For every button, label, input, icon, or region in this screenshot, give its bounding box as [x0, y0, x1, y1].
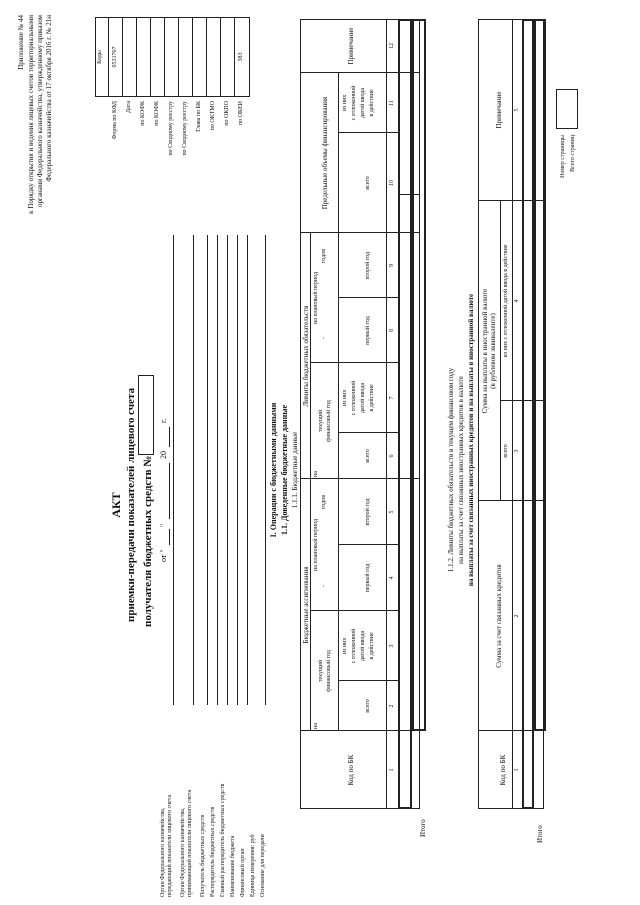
form-field-label: Основание для передачи — [260, 834, 266, 897]
codes-row-line — [108, 17, 109, 97]
section-sub112b: на выплаты за счет связанных иностранных кредитов в валюте — [457, 376, 465, 564]
form-field-line[interactable] — [227, 235, 228, 705]
codes-row-line — [178, 17, 179, 97]
table-1-column-number: 2 — [389, 704, 395, 708]
table-1-column-number: 11 — [389, 100, 395, 106]
section-title: I. Операции с бюджетными данными — [269, 402, 278, 538]
page-number-label: Номер страницы — [560, 135, 566, 178]
section-sub112c: на выплаты за счет связанных иностранных кредитов и на выплаты в иностранной валюте — [467, 293, 475, 587]
form-field-label: Финансовый орган — [240, 848, 246, 897]
appendix-line-2: к Порядку открытия и ведения лицевых счетов территориальными — [27, 15, 35, 214]
table-2-column-number: 3 — [514, 449, 520, 453]
codes-box — [95, 17, 250, 97]
t1-pof-otl2: датой ввода — [360, 88, 366, 118]
t1-lbo-otl2: датой ввода — [360, 383, 366, 413]
form-field-line[interactable] — [193, 235, 194, 705]
t1-ba-dash: - — [321, 585, 327, 587]
t1-pof-vsego: всего — [365, 176, 371, 190]
t1-lbo-otl3: в действие — [369, 384, 375, 412]
table-1-column-number: 7 — [389, 396, 395, 400]
date-quote: " — [159, 523, 168, 527]
t1-lbo-fin: финансовый год — [326, 400, 332, 442]
table-2-column-number: 2 — [514, 614, 520, 618]
table-1-hline — [386, 19, 387, 809]
codes-row-line — [234, 17, 235, 97]
t2-sum-foreign: Сумма на выплаты в иностранной валюте — [481, 288, 489, 414]
table-1-column-number: 10 — [389, 180, 395, 186]
t2-kbk: Код по БК — [499, 754, 507, 786]
t1-ba-otl3: в действие — [369, 632, 375, 660]
table-1-column-number: 5 — [389, 510, 395, 514]
t2-sum-linked: Сумма за счет связанных кредитов — [495, 564, 503, 668]
t2-data-row[interactable] — [522, 19, 534, 809]
t1-ba-otl1: с отложенной — [351, 628, 357, 664]
t1-ba-iznih: из них — [342, 637, 348, 655]
table-1-hline — [310, 233, 311, 731]
form-field-label: Получатель бюджетных средств — [200, 814, 206, 897]
table-2-column-number: 1 — [514, 768, 520, 772]
form-field-label: Орган Федерального казначейства, — [180, 807, 186, 897]
codes-row-line — [192, 17, 193, 97]
table-1-column-number: 1 — [389, 768, 395, 772]
t1-total-row — [412, 19, 426, 731]
table-1-column-number: 9 — [389, 264, 395, 267]
form-field-label: Орган Федерального казначейства, — [160, 807, 166, 897]
form-field-label: принимающий показатели лицевого счета — [187, 789, 193, 897]
codes-row-label: Форма по КФД — [112, 101, 118, 140]
codes-row-label: по Сводному реестру — [168, 101, 174, 156]
form-field-label: Наименование бюджета — [230, 835, 236, 897]
form-field-line[interactable] — [207, 235, 208, 705]
t1-pof-otl3: в действие — [369, 89, 375, 117]
t1-pof: Предельные объемы финансирования — [321, 96, 329, 210]
date-suffix: г. — [159, 418, 168, 423]
appendix-line-4: Федерального казначейства от 17 октября 2016 г. № 21н — [45, 15, 53, 182]
t1-ba-tek: текущий — [318, 659, 324, 683]
table-1-column-number: 8 — [389, 329, 395, 332]
form-field-label: Единица измерения: руб — [250, 834, 256, 897]
codes-row-label: Дата — [126, 101, 132, 113]
form-field-line[interactable] — [237, 235, 238, 705]
t2-prim: Примечание — [495, 91, 503, 129]
act-number-box[interactable] — [138, 375, 154, 455]
form-field-label: Распорядитель бюджетных средств — [210, 806, 216, 897]
codes-header: Коды — [97, 50, 103, 64]
t2-otl: из них с отложенной датой ввода в действие — [503, 244, 509, 358]
t1-kbk: Код по БК — [347, 754, 355, 786]
table-2-hline — [500, 201, 501, 501]
codes-row-line — [220, 17, 221, 97]
act-subtitle: приемки-передачи показателей лицевого счета — [125, 388, 137, 622]
t1-lbo-years: годов — [321, 248, 327, 263]
codes-row-line — [122, 17, 123, 97]
t1-ba-years: годов — [321, 494, 327, 509]
t1-prim: Примечание — [347, 27, 355, 65]
codes-row-label: по ОКПО — [224, 101, 230, 126]
table-1-hline — [338, 73, 339, 731]
table-2-hline — [512, 19, 513, 809]
t1-ba-otl2: датой ввода — [360, 631, 366, 661]
t1-lbo-na: на — [313, 471, 319, 477]
t1-ba-second: второй год — [365, 498, 371, 526]
section-sub11: 1.1.1. Бюджетные данные — [291, 431, 299, 509]
codes-row-label: по ОКЕИ — [238, 101, 244, 126]
t1-ba: Бюджетные ассигнования — [302, 566, 310, 644]
t1-lbo-iznih: из них — [342, 389, 348, 407]
codes-row-value[interactable]: 383 — [238, 52, 244, 62]
act-title: АКТ — [109, 492, 123, 518]
codes-row-line — [164, 17, 165, 97]
t1-lbo-first: первый год — [365, 316, 371, 345]
date-day-line[interactable] — [169, 529, 170, 545]
t1-lbo-tek: текущий — [318, 409, 324, 433]
date-year: 20 — [159, 451, 168, 459]
codes-row-value[interactable]: 0531767 — [112, 46, 118, 68]
t1-lbo-second: второй год — [365, 251, 371, 280]
t1-lbo-vsego: всего — [365, 449, 371, 463]
codes-row-label: по КОФК — [140, 101, 146, 126]
t2-vsego: всего — [503, 444, 509, 458]
codes-row-label: по Сводному реестру — [182, 101, 188, 156]
t1-data-row[interactable] — [398, 19, 412, 809]
date-prefix: от " — [159, 549, 168, 562]
form-field-label: Главный распорядитель бюджетных средств — [220, 783, 226, 897]
codes-row-label: по ОКТМО — [210, 101, 216, 131]
table-2-column-number: 4 — [514, 299, 520, 303]
t1-lbo-otl1: с отложенной — [351, 380, 357, 416]
t1-lbo-dash: - — [321, 337, 327, 339]
t1-ba-vsego: всего — [365, 699, 371, 713]
t2-total-row — [534, 19, 546, 731]
date-month-line[interactable] — [169, 463, 170, 519]
t1-ba-na: на — [313, 723, 319, 729]
appendix-line-1: Приложение № 44 — [17, 15, 25, 70]
t1-ba-fin: финансовый год — [326, 650, 332, 692]
codes-row-label: по КОФК — [154, 101, 160, 126]
page-number-box[interactable] — [556, 89, 578, 129]
codes-row-line — [136, 17, 137, 97]
section-sub112a: 1.1.2. Лимиты бюджетных обязательств в текущем финансовом году — [447, 367, 455, 573]
appendix-line-3: органами Федерального казначейства, утвержденному приказом — [36, 15, 44, 208]
t1-lbo-plan: на плановый период — [313, 272, 319, 324]
form-field-line[interactable] — [265, 235, 266, 705]
t1-lbo: Лимиты бюджетных обязательств — [302, 305, 310, 407]
section-sub1: 1.1. Доведенные бюджетные данные — [280, 404, 289, 536]
t1-pof-iznih: из них — [342, 94, 348, 112]
codes-row-line — [150, 17, 151, 97]
date-year-line[interactable] — [169, 427, 170, 447]
t1-total-label: Итого — [419, 819, 427, 837]
table-1-column-number: 12 — [389, 43, 395, 49]
page-total-label: Всего страниц — [570, 135, 576, 172]
t2-total-label: Итого — [536, 825, 544, 843]
table-2-column-number: 5 — [514, 108, 520, 112]
table-1-column-number: 3 — [389, 644, 395, 648]
t2-rub: (в рублевом эквиваленте) — [489, 313, 497, 389]
t1-ba-plan: на плановый период — [313, 519, 319, 571]
codes-row-line — [206, 17, 207, 97]
form-field-label: передающий показатели лицевого счета — [167, 794, 173, 897]
act-subtitle-2: получателя бюджетных средств № — [142, 455, 154, 627]
t1-ba-first: первый год — [365, 563, 371, 593]
form-field-line[interactable] — [217, 235, 218, 705]
table-1-column-number: 4 — [389, 576, 395, 580]
codes-row-label: Глава по БК — [196, 101, 202, 132]
form-field-line[interactable] — [173, 235, 174, 705]
table-1-column-number: 6 — [389, 454, 395, 458]
t1-pof-otl1: с отложенной — [351, 85, 357, 121]
form-field-line[interactable] — [247, 235, 248, 705]
